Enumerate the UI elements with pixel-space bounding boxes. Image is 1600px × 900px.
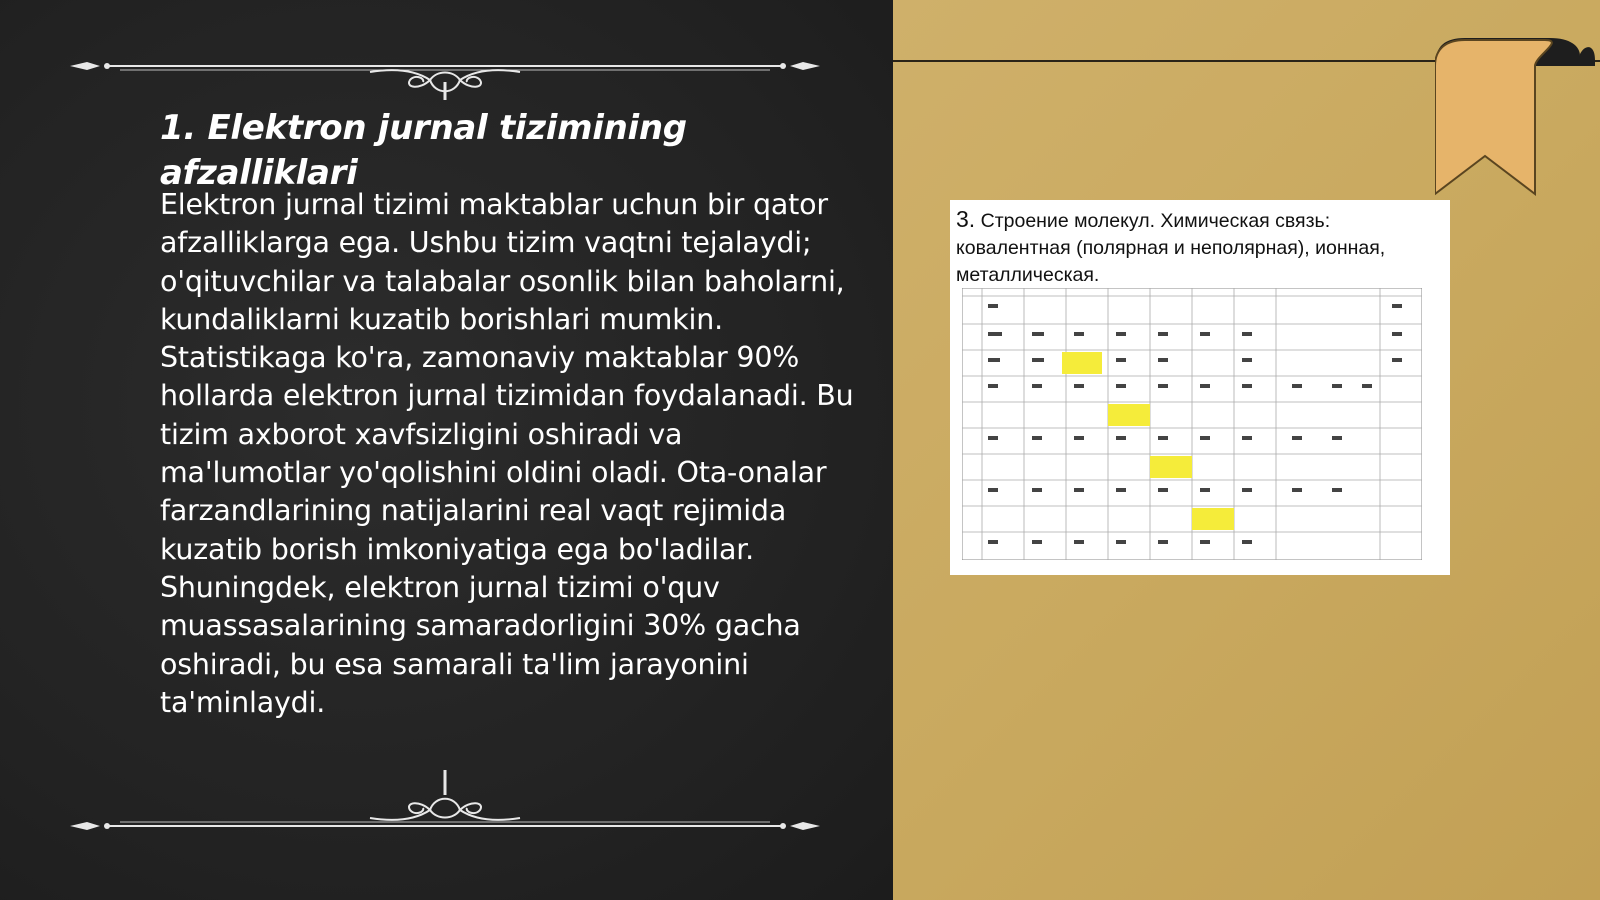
periodic-table-icon — [962, 288, 1422, 560]
caption-number: 3. — [956, 206, 976, 232]
image-caption — [956, 206, 1446, 289]
slide-title: 1. Elektron jurnal tizimining afzalliklari — [160, 108, 687, 193]
bottom-ornament-divider — [65, 770, 825, 830]
body-paragraph: Elektron jurnal tizimi maktablar uchun bir qator afzalliklarga ega. Ushbu tizim vaqtni tejalaydi; o'qituvchilar va talabalar osonlik bilan baholarni, kundaliklarni kuzatib borishlari mumkin. Statistikaga ko'ra, zamonaviy maktablar 90% hollarda elektron jurnal tizimidan foydalanadi. Bu tizim axborot xavfsizligini oshiradi va ma'lumotlar yo'qolishini oldini oladi. Ota-onalar farzandlarining natijalarini real vaqt rejimida kuzatib borish imkoniyatiga ega bo'ladilar. Shuningdek, elektron jurnal tizimi o'quv muassasalarining samaradorligini 30% gacha oshiradi, bu esa samarali ta'lim jarayonini ta'minlaydi. — [160, 188, 854, 719]
periodic-table-image-card — [950, 200, 1450, 575]
caption-text: Строение молекул. Химическая связь: ковалентная (полярная и неполярная), ионная, металлическая. — [956, 210, 1386, 286]
top-ornament-divider — [65, 40, 825, 100]
bookmark-ribbon-icon — [1435, 36, 1595, 196]
